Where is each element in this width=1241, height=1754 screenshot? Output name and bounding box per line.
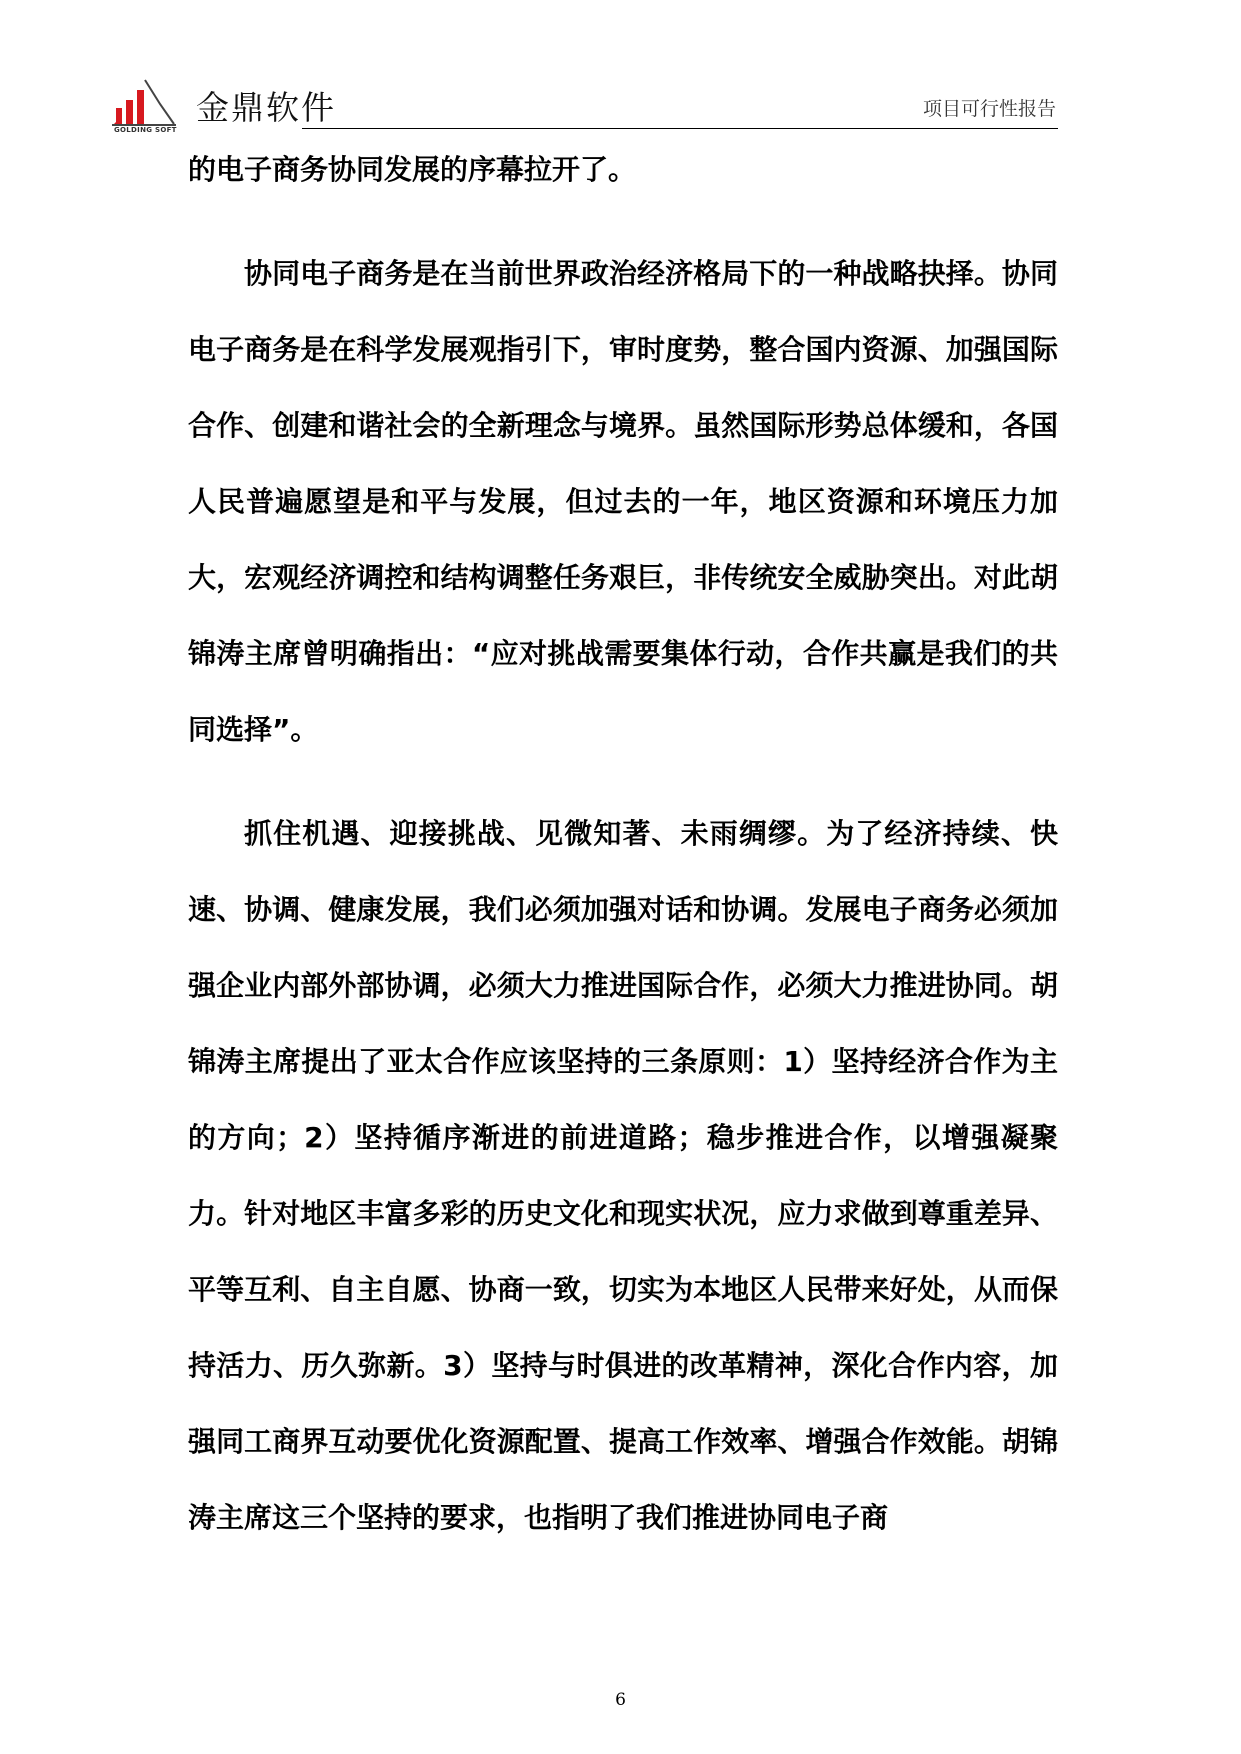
logo-text: GOLDING SOFT bbox=[114, 126, 177, 134]
brand-name: 金鼎软件 bbox=[196, 88, 336, 127]
paragraph: 协同电子商务是在当前世界政治经济格局下的一种战略抉择。协同电子商务是在科学发展观指引下，审时度势，整合国内资源、加强国际合作、创建和谐社会的全新理念与境界。虽然国际形势总体缓和，各国人民普遍愿望是和平与发展，但过去的一年，地区资源和环境压力加大，宏观经济调控和结构调整任务艰巨，非传统安全威胁突出。对此胡锦涛主席曾明确指出：“应对挑战需要集体行动，合作共赢是我们的共同选择”。 bbox=[188, 257, 1058, 746]
paragraph-continued: 的电子商务协同发展的序幕拉开了。 bbox=[188, 153, 637, 186]
body-text bbox=[188, 132, 1058, 1556]
document-type: 项目可行性报告 bbox=[922, 98, 1056, 120]
header-rule bbox=[302, 128, 1058, 129]
page-number: 6 bbox=[615, 1690, 626, 1710]
page-header bbox=[112, 72, 1060, 132]
paragraph: 抓住机遇、迎接挑战、见微知著、未雨绸缪。为了经济持续、快速、协调、健康发展，我们必须加强对话和协调。发展电子商务必须加强企业内部外部协调，必须大力推进国际合作，必须大力推进协同。胡锦涛主席提出了亚太合作应该坚持的三条原则：1）坚持经济合作为主的方向；2）坚持循序渐进的前进道路；稳步推进合作，以增强凝聚力。针对地区丰富多彩的历史文化和现实状况，应力求做到尊重差异、平等互利、自主自愿、协商一致，切实为本地区人民带来好处，从而保持活力、历久弥新。3）坚持与时俱进的改革精神，深化合作内容，加强同工商界互动要优化资源配置、提高工作效率、增强合作效能。胡锦涛主席这三个坚持的要求，也指明了我们推进协同电子商 bbox=[188, 817, 1058, 1534]
